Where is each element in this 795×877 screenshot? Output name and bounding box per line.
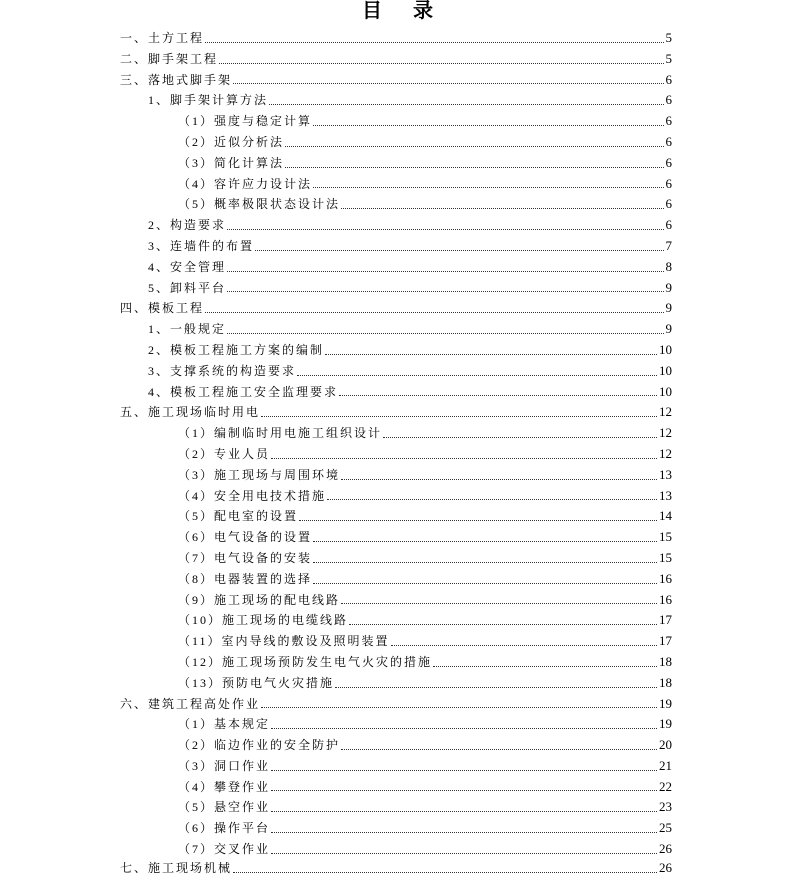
toc-subsection [120, 777, 672, 798]
dot-leader [327, 499, 657, 500]
toc-entry-page: 15 [659, 529, 672, 545]
toc-entry-label: 七、施工现场机械 [120, 860, 233, 875]
dot-leader [271, 458, 657, 459]
toc-subsection [120, 444, 672, 465]
dot-leader [383, 437, 657, 438]
toc-entry-label: （12）施工现场预防发生电气火灾的措施 [178, 654, 433, 669]
dot-leader [233, 83, 663, 84]
dot-leader [261, 416, 657, 417]
dot-leader [313, 187, 663, 188]
toc-chapter [120, 402, 672, 423]
toc-entry-label: 一、土方工程 [120, 31, 205, 45]
toc-entry-page: 6 [665, 175, 672, 191]
toc-chapter [120, 298, 672, 319]
toc-entry-page: 14 [659, 508, 672, 524]
toc-section [120, 319, 672, 340]
dot-leader [433, 666, 657, 667]
dot-leader [227, 271, 663, 272]
dot-leader [325, 354, 657, 355]
toc-subsection [120, 506, 672, 527]
toc-entry-page: 10 [659, 383, 672, 399]
toc-subsection [120, 111, 672, 132]
dot-leader [391, 645, 657, 646]
dot-leader [205, 42, 663, 43]
toc-entry-label: （1）强度与稳定计算 [178, 114, 313, 129]
toc-subsection [120, 631, 672, 652]
toc-entry-page: 10 [659, 362, 672, 378]
toc-subsection [120, 194, 672, 215]
toc-entry-label: 2、模板工程施工方案的编制 [148, 342, 325, 357]
toc-entry-page: 19 [659, 695, 672, 711]
toc-entry-page: 12 [659, 404, 672, 420]
dot-leader [335, 687, 657, 688]
toc-entry-label: 4、模板工程施工安全监理要求 [148, 384, 339, 399]
toc-entry-label: （7）电气设备的安装 [178, 550, 313, 565]
toc-subsection [120, 735, 672, 756]
toc-entry-label: 六、建筑工程高处作业 [120, 696, 261, 711]
toc-entry-label: 1、一般规定 [148, 322, 227, 337]
toc-section [120, 236, 672, 257]
toc-subsection [120, 839, 672, 860]
toc-entry-page: 12 [659, 445, 672, 461]
dot-leader [349, 624, 657, 625]
toc-entry-label: （3）简化计算法 [178, 155, 285, 170]
toc-entry-page: 16 [659, 570, 672, 586]
toc-entry-label: （7）交叉作业 [178, 842, 271, 857]
toc-subsection [120, 569, 672, 590]
dot-leader [341, 208, 663, 209]
toc-subsection [120, 423, 672, 444]
toc-entry-label: （5）概率极限状态设计法 [178, 197, 341, 212]
dot-leader [255, 250, 663, 251]
toc-subsection [120, 590, 672, 611]
dot-leader [271, 853, 657, 854]
dot-leader [313, 541, 657, 542]
toc-entry-page: 25 [659, 820, 672, 836]
toc-entry-label: （3）洞口作业 [178, 758, 271, 773]
toc-entry-label: 五、施工现场临时用电 [120, 405, 261, 420]
toc-entry-page: 18 [659, 653, 672, 669]
toc-entry-label: （13）预防电气火灾措施 [178, 675, 335, 690]
dot-leader [271, 770, 657, 771]
toc-entry-page: 22 [659, 778, 672, 794]
toc-subsection [120, 797, 672, 818]
toc-entry-page: 18 [659, 674, 672, 690]
toc-subsection [120, 652, 672, 673]
toc-entry-page: 13 [659, 487, 672, 503]
toc-entry-label: （5）配电室的设置 [178, 509, 299, 524]
toc-subsection [120, 818, 672, 839]
toc-entry-label: （6）操作平台 [178, 821, 271, 836]
toc-entry-page: 5 [665, 50, 672, 66]
toc-entry-page: 23 [659, 799, 672, 815]
toc-chapter [120, 70, 672, 91]
dot-leader [271, 728, 657, 729]
dot-leader [297, 375, 657, 376]
toc-entry-label: （2）临边作业的安全防护 [178, 738, 341, 753]
toc-subsection [120, 486, 672, 507]
toc-subsection [120, 610, 672, 631]
toc-subsection [120, 527, 672, 548]
toc-entry-label: 1、脚手架计算方法 [148, 93, 269, 108]
dot-leader [313, 562, 657, 563]
toc-entry-page: 16 [659, 591, 672, 607]
toc-entry-label: 3、连墙件的布置 [148, 238, 255, 253]
toc-entry-label: 三、落地式脚手架 [120, 72, 233, 87]
dot-leader [219, 63, 663, 64]
toc-entry-page: 7 [665, 237, 672, 253]
toc-entry-page: 5 [665, 30, 672, 45]
dot-leader [261, 707, 657, 708]
toc-section [120, 257, 672, 278]
toc-entry-page: 6 [665, 92, 672, 108]
toc-subsection [120, 756, 672, 777]
toc-entry-page: 26 [659, 841, 672, 857]
toc-entry-label: 2、构造要求 [148, 218, 227, 233]
toc-section [120, 278, 672, 299]
toc-entry-label: （4）容许应力设计法 [178, 176, 313, 191]
toc-entry-page: 9 [665, 300, 672, 316]
toc-entry-page: 6 [665, 113, 672, 129]
toc-entry-label: （8）电器装置的选择 [178, 571, 313, 586]
dot-leader [271, 832, 657, 833]
toc-entry-page: 6 [665, 217, 672, 233]
toc-entry-label: （9）施工现场的配电线路 [178, 592, 341, 607]
toc-entry-page: 17 [659, 612, 672, 628]
toc-entry-label: 3、支撑系统的构造要求 [148, 363, 297, 378]
dot-leader [299, 520, 657, 521]
dot-leader [233, 872, 657, 873]
toc-chapter [120, 49, 672, 70]
toc-entry-label: （10）施工现场的电缆线路 [178, 613, 349, 628]
toc-subsection [120, 673, 672, 694]
toc-section [120, 90, 672, 111]
toc-subsection [120, 465, 672, 486]
toc-entry-label: （4）攀登作业 [178, 779, 271, 794]
toc-section [120, 382, 672, 403]
toc-entry-label: （1）基本规定 [178, 717, 271, 732]
dot-leader [227, 229, 663, 230]
dot-leader [269, 104, 663, 105]
dot-leader [341, 603, 657, 604]
dot-leader [285, 167, 663, 168]
toc-entry-label: （2）近似分析法 [178, 134, 285, 149]
toc-entry-page: 19 [659, 716, 672, 732]
toc-entry-page: 6 [665, 71, 672, 87]
toc-list [120, 28, 672, 876]
toc-entry-label: 4、安全管理 [148, 259, 227, 274]
toc-chapter [120, 860, 672, 876]
toc-entry-page: 13 [659, 466, 672, 482]
dot-leader [271, 811, 657, 812]
toc-entry-label: 四、模板工程 [120, 301, 205, 316]
toc-entry-label: （1）编制临时用电施工组织设计 [178, 426, 383, 441]
dot-leader [313, 125, 663, 126]
dot-leader [271, 790, 657, 791]
toc-entry-label: （5）悬空作业 [178, 800, 271, 815]
toc-entry-label: 二、脚手架工程 [120, 51, 219, 66]
toc-entry-page: 12 [659, 425, 672, 441]
toc-entry-label: （4）安全用电技术措施 [178, 488, 327, 503]
toc-entry-page: 20 [659, 737, 672, 753]
toc-entry-page: 21 [659, 757, 672, 773]
toc-entry-label: （11）室内导线的敷设及照明装置 [178, 634, 390, 649]
toc-entry-page: 10 [659, 341, 672, 357]
toc-chapter [120, 28, 672, 49]
dot-leader [205, 312, 663, 313]
toc-section [120, 361, 672, 382]
toc-entry-page: 15 [659, 549, 672, 565]
toc-entry-page: 9 [665, 321, 672, 337]
toc-chapter [120, 694, 672, 715]
toc-section [120, 215, 672, 236]
toc-entry-page: 17 [659, 633, 672, 649]
toc-subsection [120, 132, 672, 153]
dot-leader [339, 395, 657, 396]
toc-entry-page: 6 [665, 196, 672, 212]
toc-title: 目 录 [362, 0, 433, 22]
dot-leader [341, 479, 657, 480]
dot-leader [227, 333, 663, 334]
toc-entry-page: 9 [665, 279, 672, 295]
toc-subsection [120, 153, 672, 174]
toc-entry-page: 26 [659, 859, 672, 875]
toc-subsection [120, 548, 672, 569]
toc-entry-label: （3）施工现场与周围环境 [178, 467, 341, 482]
toc-entry-page: 6 [665, 133, 672, 149]
dot-leader [285, 146, 663, 147]
toc-entry-label: （6）电气设备的设置 [178, 530, 313, 545]
toc-entry-label: 5、卸料平台 [148, 280, 227, 295]
toc-subsection [120, 714, 672, 735]
toc-entry-label: （2）专业人员 [178, 446, 271, 461]
toc-entry-page: 6 [665, 154, 672, 170]
dot-leader [227, 291, 663, 292]
toc-section [120, 340, 672, 361]
dot-leader [313, 583, 657, 584]
dot-leader [341, 749, 657, 750]
toc-entry-page: 8 [665, 258, 672, 274]
toc-subsection [120, 174, 672, 195]
